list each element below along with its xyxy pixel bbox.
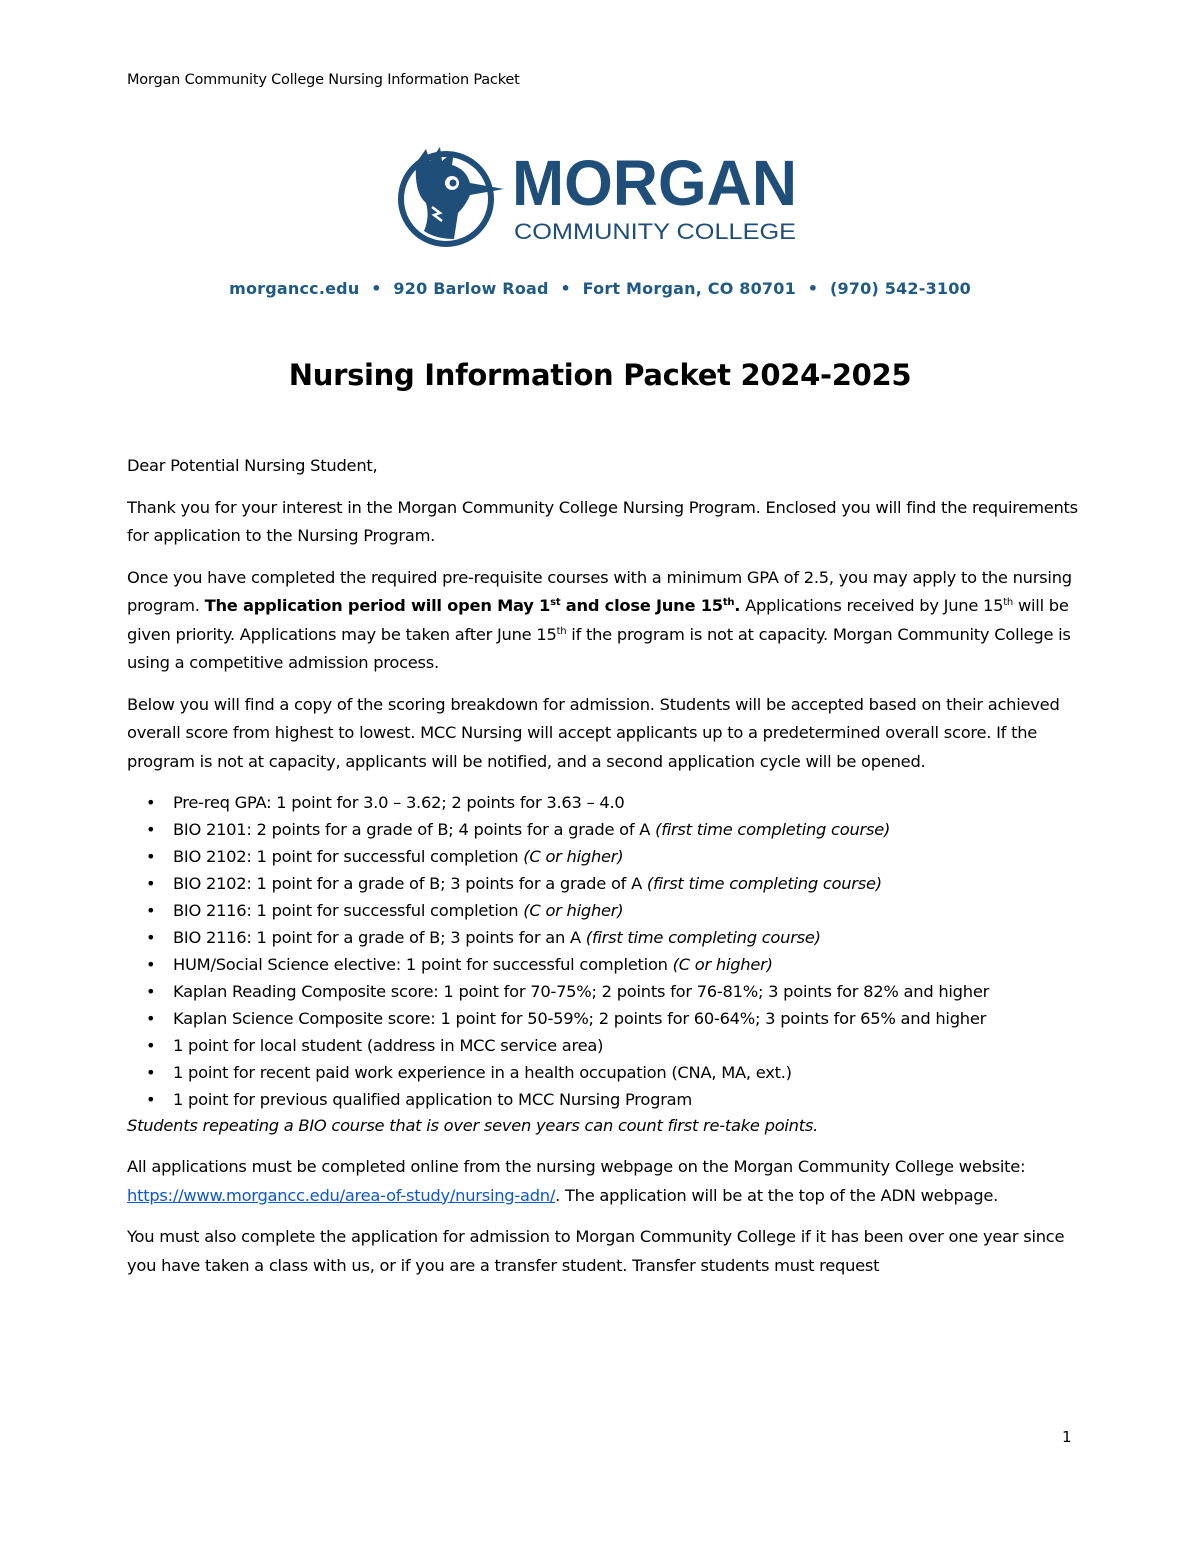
- list-item: • BIO 2101: 2 points for a grade of B; 4 points for a grade of A (first time completing course): [146, 820, 891, 839]
- priority-text: Applications received by June 15: [740, 596, 1004, 615]
- letter-body: [127, 452, 1079, 1293]
- salutation: Dear Potential Nursing Student,: [127, 456, 378, 475]
- application-period-bold: The application period will open May 1st and close June 15th.: [204, 596, 741, 615]
- late-text: will be given priority. Applications may be taken after June 15: [127, 596, 1069, 644]
- list-item: • Pre-req GPA: 1 point for 3.0 – 3.62; 2 points for 3.63 – 4.0: [146, 793, 625, 812]
- separator: •: [807, 279, 819, 298]
- list-item: • Kaplan Reading Composite score: 1 point for 70-75%; 2 points for 76-81%; 3 points for 82% and higher: [146, 982, 990, 1001]
- intro-paragraph: Thank you for your interest in the Morgan Community College Nursing Program. Enclosed you will find the requirements for application to the Nursing Program.: [127, 497, 1078, 545]
- roadrunner-emblem-icon: [396, 143, 816, 253]
- gpa-text: Once you have completed the required pre-requisite courses with a minimum GPA of 2.5, you may apply to the nursing program.: [127, 567, 1072, 615]
- repeat-note: Students repeating a BIO course that is over seven years can count first re-take points.: [127, 1116, 819, 1135]
- list-item: • Kaplan Science Composite score: 1 point for 50-59%; 2 points for 60-64%; 3 points for 65% and higher: [146, 1009, 987, 1028]
- college-logo: [396, 143, 816, 253]
- scoring-paragraph: Below you will find a copy of the scoring breakdown for admission. Students will be accepted based on their achieved overall score from highest to lowest. MCC Nursing will accept applicants up to a predetermined overall score. If the program is not at capacity, applicants will be notified, and a second application cycle will be opened.: [127, 694, 1060, 771]
- application-period-paragraph: Once you have completed the required pre-requisite courses with a minimum GPA of 2.5, you may apply to the nursing program. The application period will open May 1st and close June 15th. Applications received by June 15th will be given priority. Applications may be taken after June 15th if the program is not at capacity. Morgan Community College is using a competitive admission process.: [127, 567, 1072, 672]
- logo-wordmark: MORGAN: [512, 147, 797, 219]
- street-address: 920 Barlow Road: [393, 279, 549, 298]
- website-link[interactable]: morgancc.edu: [229, 279, 360, 298]
- contact-line: [0, 279, 1200, 298]
- separator: •: [560, 279, 571, 298]
- list-item: • BIO 2116: 1 point for a grade of B; 3 points for an A (first time completing course): [146, 928, 821, 947]
- list-item: • 1 point for local student (address in MCC service area): [146, 1036, 604, 1055]
- running-header: Morgan Community College Nursing Information Packet: [127, 72, 520, 88]
- list-item: • BIO 2116: 1 point for successful completion (C or higher): [146, 901, 624, 920]
- list-item: • BIO 2102: 1 point for a grade of B; 3 points for a grade of A (first time completing course): [146, 874, 882, 893]
- list-item: • BIO 2102: 1 point for successful completion (C or higher): [146, 847, 624, 866]
- list-item: • HUM/Social Science elective: 1 point for successful completion (C or higher): [146, 955, 773, 974]
- capacity-text: if the program is not at capacity. Morgan Community College is using a competitive admission process.: [127, 624, 1071, 672]
- list-item: • 1 point for previous qualified application to MCC Nursing Program: [146, 1090, 692, 1109]
- logo-subtitle: COMMUNITY COLLEGE: [514, 219, 796, 244]
- admission-paragraph: You must also complete the application for admission to Morgan Community College if it has been over one year since you have taken a class with us, or if you are a transfer student. Transfer students must request: [127, 1227, 1065, 1275]
- city-state-zip: Fort Morgan, CO 80701: [582, 279, 796, 298]
- list-item: • 1 point for recent paid work experience in a health occupation (CNA, MA, ext.): [146, 1063, 792, 1082]
- separator: •: [371, 279, 382, 298]
- nursing-webpage-link[interactable]: https://www.morgancc.edu/area-of-study/nursing-adn/: [127, 1185, 556, 1205]
- scoring-list: [127, 789, 1079, 1113]
- phone-number: (970) 542-3100: [829, 279, 971, 298]
- online-application-paragraph: All applications must be completed online from the nursing webpage on the Morgan Community College website: https://www.morgancc.edu/area-of-study/nursing-adn/. The application will be at the top of the ADN webpage.: [127, 1157, 1026, 1205]
- document-title: Nursing Information Packet 2024-2025: [288, 358, 912, 392]
- page-number: 1: [1062, 1428, 1072, 1446]
